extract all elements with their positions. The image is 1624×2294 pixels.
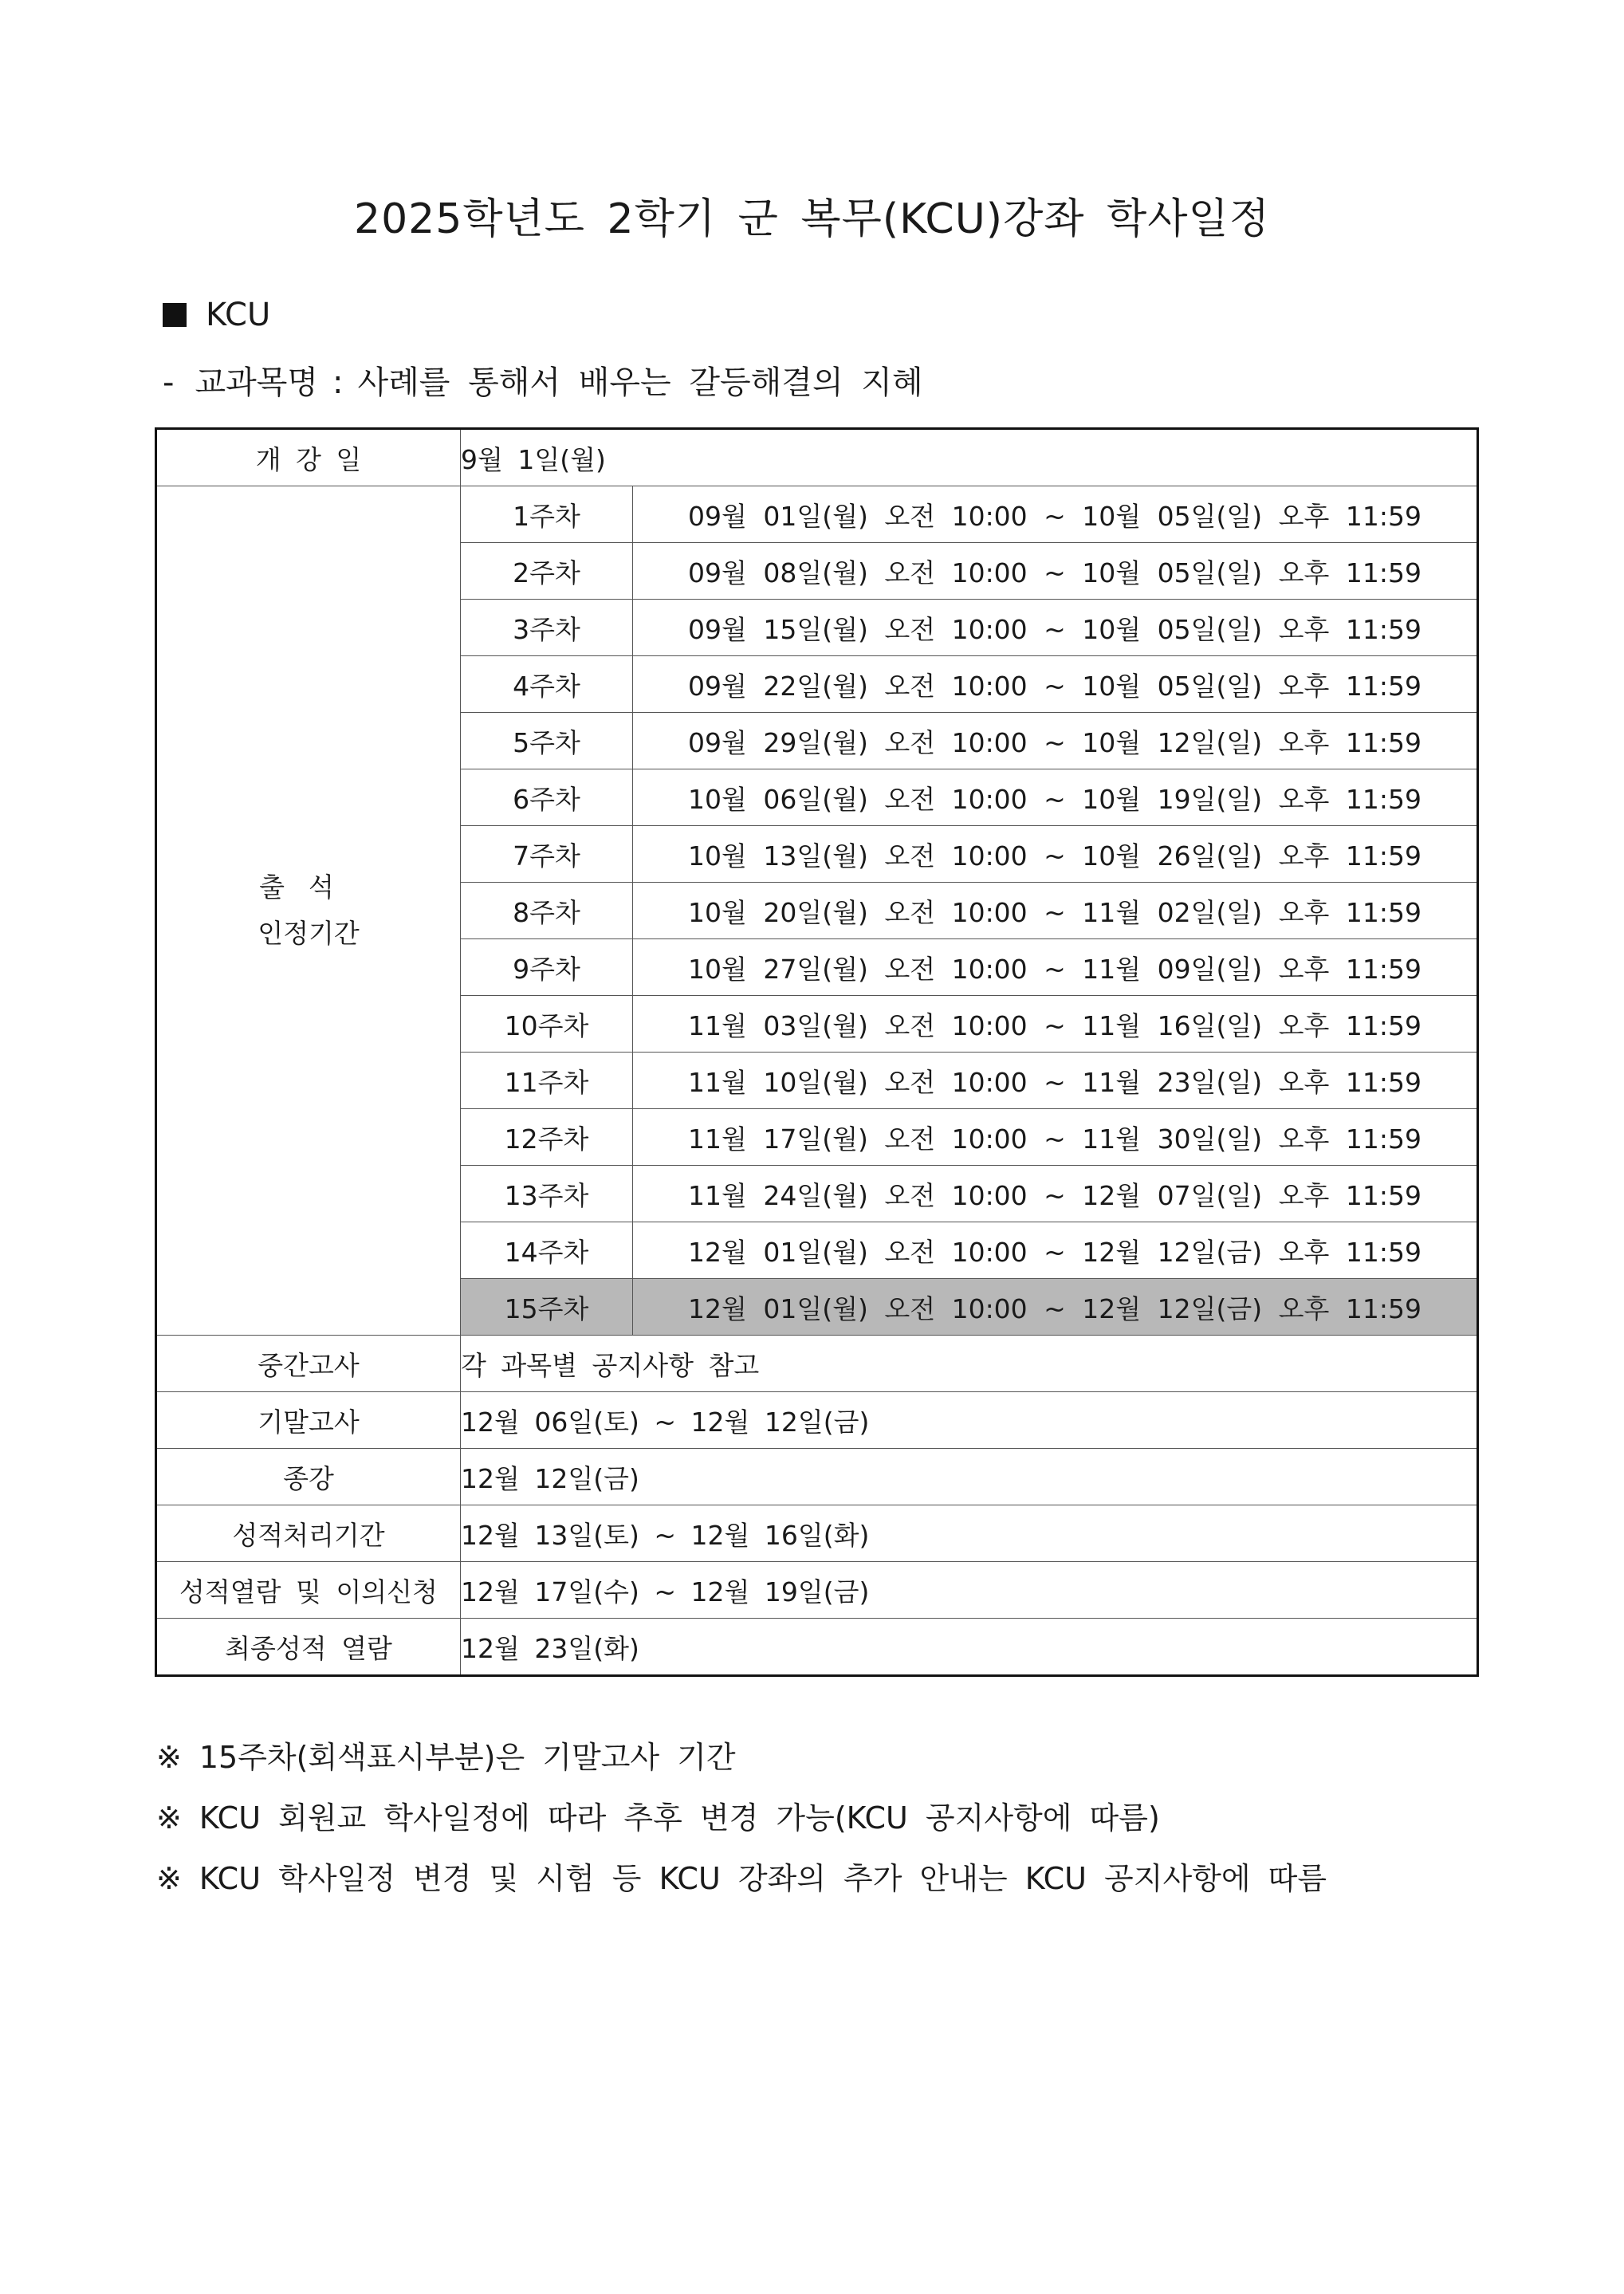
week-period: 10월 27일(월) 오전 10:00 ~ 11월 09일(일) 오후 11:59: [633, 939, 1478, 996]
attendance-label: [156, 486, 461, 1336]
note-item: [156, 1848, 1327, 1909]
table-row: [156, 1619, 1478, 1676]
table-row: [156, 429, 1478, 486]
opening-label: 개 강 일: [156, 429, 461, 486]
reference-mark-icon: ※: [156, 1800, 182, 1836]
event-label: 성적열람 및 이의신청: [156, 1562, 461, 1619]
week-label: 14주차: [461, 1222, 633, 1279]
week-label: 4주차: [461, 656, 633, 713]
event-value: 12월 23일(화): [461, 1619, 1478, 1676]
page-title: 2025학년도 2학기 군 복무(KCU)강좌 학사일정: [354, 195, 1270, 243]
table-row: [156, 486, 1478, 543]
week-label: 8주차: [461, 883, 633, 939]
table-row: [156, 1392, 1478, 1449]
table-row: [156, 1449, 1478, 1505]
week-period: 12월 01일(월) 오전 10:00 ~ 12월 12일(금) 오후 11:59: [633, 1279, 1478, 1336]
week-label: 7주차: [461, 826, 633, 883]
subject-colon: :: [332, 364, 344, 401]
week-label: 15주차: [461, 1279, 633, 1336]
week-period: 11월 24일(월) 오전 10:00 ~ 12월 07일(일) 오후 11:59: [633, 1166, 1478, 1222]
table-row: [156, 1336, 1478, 1392]
week-label: 12주차: [461, 1109, 633, 1166]
week-label: 6주차: [461, 769, 633, 826]
week-period: 11월 17일(월) 오전 10:00 ~ 11월 30일(일) 오후 11:59: [633, 1109, 1478, 1166]
notes-list: [156, 1727, 1327, 1909]
week-label: 3주차: [461, 600, 633, 656]
event-value: 각 과목별 공지사항 참고: [461, 1336, 1478, 1392]
event-label: 기말고사: [156, 1392, 461, 1449]
event-label: 종강: [156, 1449, 461, 1505]
reference-mark-icon: ※: [156, 1740, 182, 1775]
week-period: 09월 29일(월) 오전 10:00 ~ 10월 12일(일) 오후 11:59: [633, 713, 1478, 769]
week-period: 11월 03일(월) 오전 10:00 ~ 11월 16일(일) 오후 11:59: [633, 996, 1478, 1053]
section-heading-text: KCU: [206, 297, 271, 333]
event-value: 12월 12일(금): [461, 1449, 1478, 1505]
week-period: 11월 10일(월) 오전 10:00 ~ 11월 23일(일) 오후 11:59: [633, 1053, 1478, 1109]
week-period: 12월 01일(월) 오전 10:00 ~ 12월 12일(금) 오후 11:59: [633, 1222, 1478, 1279]
attendance-label-line1: 출석: [259, 872, 358, 903]
subject-label: 교과목명: [195, 364, 318, 401]
week-period: 10월 13일(월) 오전 10:00 ~ 10월 26일(일) 오후 11:59: [633, 826, 1478, 883]
note-text: KCU 학사일정 변경 및 시험 등 KCU 강좌의 추가 안내는 KCU 공지사항에 따름: [199, 1861, 1327, 1896]
table-row: [156, 1505, 1478, 1562]
week-label: 5주차: [461, 713, 633, 769]
section-heading: [163, 297, 270, 333]
week-period: 09월 08일(월) 오전 10:00 ~ 10월 05일(일) 오후 11:59: [633, 543, 1478, 600]
event-value: 12월 13일(토) ~ 12월 16일(화): [461, 1505, 1478, 1562]
attendance-label-line2: 인정기간: [258, 918, 360, 949]
note-text: KCU 회원교 학사일정에 따라 추후 변경 가능(KCU 공지사항에 따름): [199, 1800, 1160, 1836]
note-item: [156, 1788, 1327, 1848]
schedule-table: [155, 427, 1479, 1677]
event-value: 12월 06일(토) ~ 12월 12일(금): [461, 1392, 1478, 1449]
week-label: 2주차: [461, 543, 633, 600]
week-period: 09월 22일(월) 오전 10:00 ~ 10월 05일(일) 오후 11:59: [633, 656, 1478, 713]
reference-mark-icon: ※: [156, 1861, 182, 1896]
subject-name: 사례를 통해서 배우는 갈등해결의 지혜: [357, 364, 923, 401]
event-label: 중간고사: [156, 1336, 461, 1392]
event-label: 최종성적 열람: [156, 1619, 461, 1676]
week-label: 10주차: [461, 996, 633, 1053]
week-period: 09월 01일(월) 오전 10:00 ~ 10월 05일(일) 오후 11:59: [633, 486, 1478, 543]
week-period: 10월 20일(월) 오전 10:00 ~ 11월 02일(일) 오후 11:59: [633, 883, 1478, 939]
note-item: [156, 1727, 1327, 1788]
event-value: 12월 17일(수) ~ 12월 19일(금): [461, 1562, 1478, 1619]
week-label: 1주차: [461, 486, 633, 543]
subject-dash: -: [163, 364, 175, 401]
week-label: 13주차: [461, 1166, 633, 1222]
week-label: 9주차: [461, 939, 633, 996]
week-label: 11주차: [461, 1053, 633, 1109]
black-square-bullet-icon: [163, 303, 187, 327]
event-label: 성적처리기간: [156, 1505, 461, 1562]
note-text: 15주차(회색표시부분)은 기말고사 기간: [199, 1740, 736, 1775]
week-period: 10월 06일(월) 오전 10:00 ~ 10월 19일(일) 오후 11:59: [633, 769, 1478, 826]
week-period: 09월 15일(월) 오전 10:00 ~ 10월 05일(일) 오후 11:59: [633, 600, 1478, 656]
opening-value: 9월 1일(월): [461, 429, 1478, 486]
table-row: [156, 1562, 1478, 1619]
subject-line: [163, 357, 923, 403]
